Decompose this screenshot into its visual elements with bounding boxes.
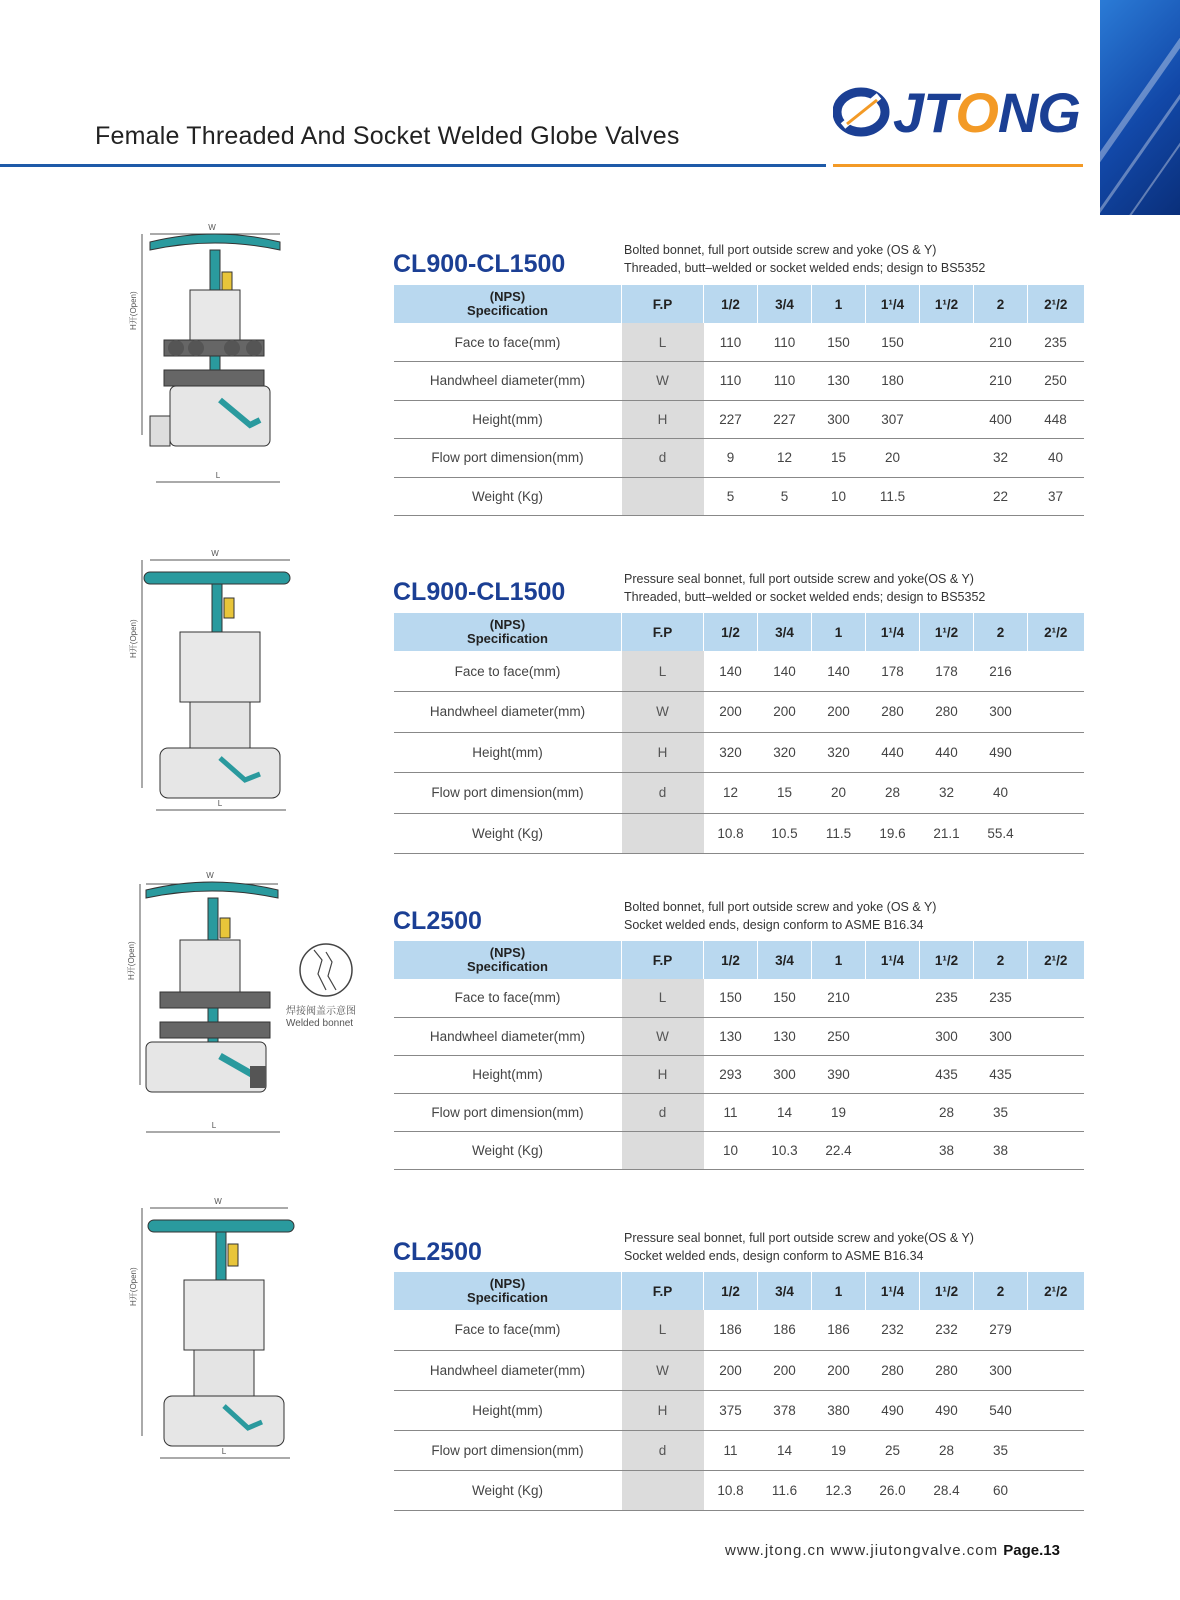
- svg-text:H开(Open): H开(Open): [129, 619, 138, 658]
- table-cell: 9: [704, 439, 758, 478]
- table-cell: 280: [866, 692, 920, 733]
- header-size: 1¹/2: [920, 941, 974, 979]
- table-cell: 490: [974, 732, 1028, 773]
- table-cell: 19.6: [866, 813, 920, 854]
- row-label: Weight (Kg): [394, 813, 622, 854]
- table-cell: 300: [758, 1055, 812, 1093]
- table-cell: 110: [758, 323, 812, 362]
- description-line: Pressure seal bonnet, full port outside screw and yoke(OS & Y): [624, 572, 974, 586]
- table-cell: 490: [866, 1390, 920, 1430]
- table-cell: 10: [812, 477, 866, 516]
- table-cell: [1028, 1017, 1084, 1055]
- table-cell: 38: [974, 1132, 1028, 1170]
- table-cell: 55.4: [974, 813, 1028, 854]
- row-symbol: [622, 1132, 704, 1170]
- brand-logo: [833, 78, 1088, 148]
- table-cell: [920, 477, 974, 516]
- table-cell: 320: [758, 732, 812, 773]
- section-title: CL2500: [393, 1238, 482, 1266]
- table-cell: 210: [974, 362, 1028, 401]
- table-cell: 20: [812, 773, 866, 814]
- table-cell: 28: [920, 1094, 974, 1132]
- valve-drawing-3: [120, 870, 300, 1150]
- table-row: [394, 1017, 1084, 1055]
- header-spec: (NPS) Specification: [394, 285, 622, 323]
- header-size: 2¹/2: [1028, 941, 1084, 979]
- table-cell: 320: [812, 732, 866, 773]
- spec-table: [393, 941, 1084, 1170]
- table-cell: 110: [704, 323, 758, 362]
- table-cell: 19: [812, 1094, 866, 1132]
- table-cell: 178: [920, 651, 974, 692]
- table-cell: 227: [758, 400, 812, 439]
- header-fp: F.P: [622, 1272, 704, 1310]
- table-cell: 11.6: [758, 1470, 812, 1510]
- svg-text:H开(Open): H开(Open): [127, 941, 136, 980]
- table-cell: 540: [974, 1390, 1028, 1430]
- row-label: Handwheel diameter(mm): [394, 692, 622, 733]
- logo-text: JTONG: [893, 81, 1080, 144]
- svg-text:W: W: [214, 1197, 222, 1206]
- section-description: [624, 241, 985, 277]
- table-row: [394, 979, 1084, 1017]
- table-cell: 11.5: [866, 477, 920, 516]
- footer-urls[interactable]: www.jtong.cn www.jiutongvalve.com: [725, 1542, 999, 1559]
- header-size: 3/4: [758, 613, 812, 651]
- corner-decoration: [1100, 0, 1180, 215]
- table-cell: [920, 362, 974, 401]
- spec-table: [393, 613, 1084, 854]
- table-cell: 37: [1028, 477, 1084, 516]
- l-dim-label: L: [215, 471, 221, 480]
- header-size: 1: [812, 285, 866, 323]
- table-row: [394, 1132, 1084, 1170]
- table-cell: 180: [866, 362, 920, 401]
- table-header-row: [394, 613, 1084, 651]
- table-cell: 40: [1028, 439, 1084, 478]
- table-cell: 235: [1028, 323, 1084, 362]
- header-size: 2: [974, 1272, 1028, 1310]
- table-cell: 40: [974, 773, 1028, 814]
- header-size: 1¹/4: [866, 285, 920, 323]
- header-size: 1¹/4: [866, 613, 920, 651]
- table-cell: 300: [974, 1017, 1028, 1055]
- table-cell: 32: [920, 773, 974, 814]
- table-cell: [1028, 692, 1084, 733]
- table-cell: 140: [812, 651, 866, 692]
- row-symbol: L: [622, 1310, 704, 1350]
- section-title: CL900-CL1500: [393, 250, 566, 278]
- table-cell: [1028, 1094, 1084, 1132]
- table-cell: 200: [704, 692, 758, 733]
- table-row: [394, 1310, 1084, 1350]
- table-cell: 35: [974, 1094, 1028, 1132]
- table-cell: 5: [758, 477, 812, 516]
- table-cell: 300: [812, 400, 866, 439]
- row-symbol: d: [622, 773, 704, 814]
- table-cell: 22.4: [812, 1132, 866, 1170]
- table-cell: 28.4: [920, 1470, 974, 1510]
- section-title: CL900-CL1500: [393, 578, 566, 606]
- table-cell: 435: [974, 1055, 1028, 1093]
- svg-text:L: L: [217, 799, 223, 808]
- row-symbol: [622, 1470, 704, 1510]
- h-dim-label: H开(Open): [129, 291, 138, 330]
- header-fp: F.P: [622, 613, 704, 651]
- header-size: 1: [812, 1272, 866, 1310]
- row-label: Flow port dimension(mm): [394, 1430, 622, 1470]
- header-size: 1: [812, 941, 866, 979]
- description-line: Bolted bonnet, full port outside screw and yoke (OS & Y): [624, 243, 937, 257]
- table-cell: [1028, 1390, 1084, 1430]
- header-fp: F.P: [622, 941, 704, 979]
- row-label: Flow port dimension(mm): [394, 439, 622, 478]
- section-title: CL2500: [393, 907, 482, 935]
- table-cell: [866, 1017, 920, 1055]
- table-cell: 140: [758, 651, 812, 692]
- table-cell: 293: [704, 1055, 758, 1093]
- table-cell: 210: [812, 979, 866, 1017]
- table-cell: 22: [974, 477, 1028, 516]
- svg-text:L: L: [211, 1121, 217, 1130]
- header-accent-rule: [833, 164, 1083, 167]
- header-size: 3/4: [758, 1272, 812, 1310]
- table-row: [394, 813, 1084, 854]
- table-cell: 375: [704, 1390, 758, 1430]
- table-cell: [1028, 1310, 1084, 1350]
- header-size: 1¹/4: [866, 941, 920, 979]
- table-cell: 60: [974, 1470, 1028, 1510]
- row-symbol: H: [622, 400, 704, 439]
- table-cell: 28: [920, 1430, 974, 1470]
- header-spec: (NPS) Specification: [394, 1272, 622, 1310]
- table-cell: [866, 1055, 920, 1093]
- table-cell: 11.5: [812, 813, 866, 854]
- table-cell: 10.3: [758, 1132, 812, 1170]
- row-symbol: [622, 477, 704, 516]
- header-size: 1/2: [704, 941, 758, 979]
- table-cell: 5: [704, 477, 758, 516]
- table-cell: 186: [704, 1310, 758, 1350]
- table-row: [394, 362, 1084, 401]
- header-size: 1¹/2: [920, 285, 974, 323]
- header-size: 2: [974, 613, 1028, 651]
- spec-table: [393, 285, 1084, 516]
- table-cell: 110: [758, 362, 812, 401]
- table-cell: 279: [974, 1310, 1028, 1350]
- header-spec: (NPS) Specification: [394, 941, 622, 979]
- row-label: Flow port dimension(mm): [394, 773, 622, 814]
- table-cell: [1028, 813, 1084, 854]
- section-description: [624, 1229, 974, 1265]
- row-label: Weight (Kg): [394, 1470, 622, 1510]
- row-label: Flow port dimension(mm): [394, 1094, 622, 1132]
- table-cell: 15: [758, 773, 812, 814]
- table-row: [394, 1470, 1084, 1510]
- section-description: [624, 898, 936, 934]
- table-cell: 448: [1028, 400, 1084, 439]
- header-size: 2¹/2: [1028, 285, 1084, 323]
- spec-table: [393, 1272, 1084, 1511]
- table-cell: 320: [704, 732, 758, 773]
- row-label: Weight (Kg): [394, 1132, 622, 1170]
- table-row: [394, 1390, 1084, 1430]
- row-symbol: H: [622, 732, 704, 773]
- row-symbol: L: [622, 651, 704, 692]
- section-description: [624, 570, 985, 606]
- header-size: 1: [812, 613, 866, 651]
- header-size: 3/4: [758, 941, 812, 979]
- table-cell: 14: [758, 1094, 812, 1132]
- table-cell: [920, 439, 974, 478]
- table-cell: 200: [758, 1350, 812, 1390]
- table-cell: 300: [974, 692, 1028, 733]
- row-symbol: d: [622, 1430, 704, 1470]
- table-cell: [866, 1094, 920, 1132]
- table-cell: 12: [758, 439, 812, 478]
- table-cell: [1028, 1430, 1084, 1470]
- table-cell: 200: [758, 692, 812, 733]
- table-cell: 20: [866, 439, 920, 478]
- description-line: Bolted bonnet, full port outside screw and yoke (OS & Y): [624, 900, 937, 914]
- table-cell: 130: [812, 362, 866, 401]
- table-cell: 12.3: [812, 1470, 866, 1510]
- table-cell: 280: [920, 1350, 974, 1390]
- table-cell: 280: [920, 692, 974, 733]
- table-cell: 307: [866, 400, 920, 439]
- row-label: Face to face(mm): [394, 979, 622, 1017]
- table-cell: 21.1: [920, 813, 974, 854]
- table-cell: 200: [812, 692, 866, 733]
- table-row: [394, 692, 1084, 733]
- row-symbol: H: [622, 1390, 704, 1430]
- page-number: Page.13: [1003, 1542, 1060, 1559]
- row-symbol: L: [622, 323, 704, 362]
- table-cell: 11: [704, 1094, 758, 1132]
- header-spec: (NPS) Specification: [394, 613, 622, 651]
- table-cell: 280: [866, 1350, 920, 1390]
- table-cell: 110: [704, 362, 758, 401]
- table-cell: [1028, 1350, 1084, 1390]
- row-label: Height(mm): [394, 1055, 622, 1093]
- table-cell: 35: [974, 1430, 1028, 1470]
- table-cell: 440: [920, 732, 974, 773]
- row-symbol: L: [622, 979, 704, 1017]
- header-size: 1¹/4: [866, 1272, 920, 1310]
- table-row: [394, 1430, 1084, 1470]
- table-cell: 435: [920, 1055, 974, 1093]
- table-cell: 14: [758, 1430, 812, 1470]
- row-label: Height(mm): [394, 400, 622, 439]
- row-label: Handwheel diameter(mm): [394, 1017, 622, 1055]
- header-size: 2¹/2: [1028, 1272, 1084, 1310]
- table-cell: 227: [704, 400, 758, 439]
- table-cell: 178: [866, 651, 920, 692]
- row-symbol: W: [622, 692, 704, 733]
- table-cell: [1028, 732, 1084, 773]
- table-cell: [920, 400, 974, 439]
- table-cell: 235: [974, 979, 1028, 1017]
- header-rule: [0, 164, 826, 167]
- table-cell: 186: [812, 1310, 866, 1350]
- table-cell: [866, 979, 920, 1017]
- table-cell: 378: [758, 1390, 812, 1430]
- description-line: Threaded, butt–welded or socket welded ends; design to BS5352: [624, 590, 986, 604]
- row-label: Face to face(mm): [394, 1310, 622, 1350]
- page-footer: [725, 1542, 1060, 1559]
- row-symbol: W: [622, 362, 704, 401]
- table-cell: 235: [920, 979, 974, 1017]
- table-header-row: [394, 1272, 1084, 1310]
- valve-drawing-2: [120, 548, 300, 828]
- table-cell: 10.8: [704, 1470, 758, 1510]
- table-header-row: [394, 941, 1084, 979]
- table-cell: 210: [974, 323, 1028, 362]
- table-row: [394, 732, 1084, 773]
- row-label: Handwheel diameter(mm): [394, 362, 622, 401]
- logo-mark-icon: [833, 82, 893, 142]
- table-row: [394, 439, 1084, 478]
- description-line: Pressure seal bonnet, full port outside screw and yoke(OS & Y): [624, 1231, 974, 1245]
- table-cell: 150: [704, 979, 758, 1017]
- table-cell: 200: [812, 1350, 866, 1390]
- row-symbol: W: [622, 1350, 704, 1390]
- description-line: Socket welded ends, design conform to ASME B16.34: [624, 918, 924, 932]
- table-cell: 186: [758, 1310, 812, 1350]
- row-symbol: d: [622, 1094, 704, 1132]
- table-cell: 26.0: [866, 1470, 920, 1510]
- header-size: 1/2: [704, 613, 758, 651]
- table-cell: 150: [758, 979, 812, 1017]
- table-cell: 130: [704, 1017, 758, 1055]
- table-row: [394, 323, 1084, 362]
- row-symbol: W: [622, 1017, 704, 1055]
- table-cell: [1028, 1132, 1084, 1170]
- table-cell: 28: [866, 773, 920, 814]
- valve-drawing-4: [120, 1196, 300, 1476]
- table-cell: 232: [920, 1310, 974, 1350]
- row-symbol: H: [622, 1055, 704, 1093]
- table-cell: 150: [866, 323, 920, 362]
- table-cell: 11: [704, 1430, 758, 1470]
- table-header-row: [394, 285, 1084, 323]
- welded-bonnet-note: 焊接阀盖示意图 Welded bonnet: [286, 1006, 356, 1029]
- description-line: Socket welded ends, design conform to ASME B16.34: [624, 1249, 924, 1263]
- w-dim-label: W: [208, 223, 216, 232]
- page-title: Female Threaded And Socket Welded Globe Valves: [95, 122, 680, 150]
- table-cell: 12: [704, 773, 758, 814]
- table-cell: [1028, 1055, 1084, 1093]
- svg-text:H开(Open): H开(Open): [129, 1267, 138, 1306]
- svg-text:L: L: [221, 1447, 227, 1456]
- header-size: 1¹/2: [920, 1272, 974, 1310]
- table-row: [394, 651, 1084, 692]
- row-label: Height(mm): [394, 732, 622, 773]
- table-cell: 10: [704, 1132, 758, 1170]
- table-cell: 300: [974, 1350, 1028, 1390]
- row-symbol: [622, 813, 704, 854]
- table-cell: 300: [920, 1017, 974, 1055]
- row-label: Handwheel diameter(mm): [394, 1350, 622, 1390]
- table-cell: 440: [866, 732, 920, 773]
- table-cell: 380: [812, 1390, 866, 1430]
- table-cell: 390: [812, 1055, 866, 1093]
- table-cell: 38: [920, 1132, 974, 1170]
- row-label: Height(mm): [394, 1390, 622, 1430]
- table-cell: [1028, 979, 1084, 1017]
- table-cell: 10.5: [758, 813, 812, 854]
- table-cell: [1028, 651, 1084, 692]
- table-row: [394, 477, 1084, 516]
- table-cell: 10.8: [704, 813, 758, 854]
- table-cell: 250: [1028, 362, 1084, 401]
- table-row: [394, 1350, 1084, 1390]
- header-size: 3/4: [758, 285, 812, 323]
- valve-drawing-1: [120, 220, 300, 500]
- table-cell: 32: [974, 439, 1028, 478]
- table-cell: [866, 1132, 920, 1170]
- table-cell: [1028, 1470, 1084, 1510]
- row-label: Weight (Kg): [394, 477, 622, 516]
- table-cell: 400: [974, 400, 1028, 439]
- svg-text:W: W: [211, 549, 219, 558]
- header-size: 2¹/2: [1028, 613, 1084, 651]
- header-fp: F.P: [622, 285, 704, 323]
- row-label: Face to face(mm): [394, 323, 622, 362]
- table-cell: 130: [758, 1017, 812, 1055]
- table-cell: 25: [866, 1430, 920, 1470]
- table-cell: 250: [812, 1017, 866, 1055]
- svg-text:W: W: [206, 871, 214, 880]
- table-row: [394, 400, 1084, 439]
- table-cell: 232: [866, 1310, 920, 1350]
- table-cell: 216: [974, 651, 1028, 692]
- header-size: 1/2: [704, 285, 758, 323]
- table-cell: 150: [812, 323, 866, 362]
- row-symbol: d: [622, 439, 704, 478]
- welded-bonnet-detail: [296, 940, 356, 1000]
- table-cell: 15: [812, 439, 866, 478]
- table-row: [394, 773, 1084, 814]
- table-cell: [920, 323, 974, 362]
- header-size: 1/2: [704, 1272, 758, 1310]
- table-cell: [1028, 773, 1084, 814]
- header-size: 2: [974, 941, 1028, 979]
- table-cell: 140: [704, 651, 758, 692]
- table-cell: 200: [704, 1350, 758, 1390]
- table-row: [394, 1055, 1084, 1093]
- description-line: Threaded, butt–welded or socket welded ends; design to BS5352: [624, 261, 986, 275]
- header-size: 2: [974, 285, 1028, 323]
- header-size: 1¹/2: [920, 613, 974, 651]
- row-label: Face to face(mm): [394, 651, 622, 692]
- table-cell: 490: [920, 1390, 974, 1430]
- table-cell: 19: [812, 1430, 866, 1470]
- table-row: [394, 1094, 1084, 1132]
